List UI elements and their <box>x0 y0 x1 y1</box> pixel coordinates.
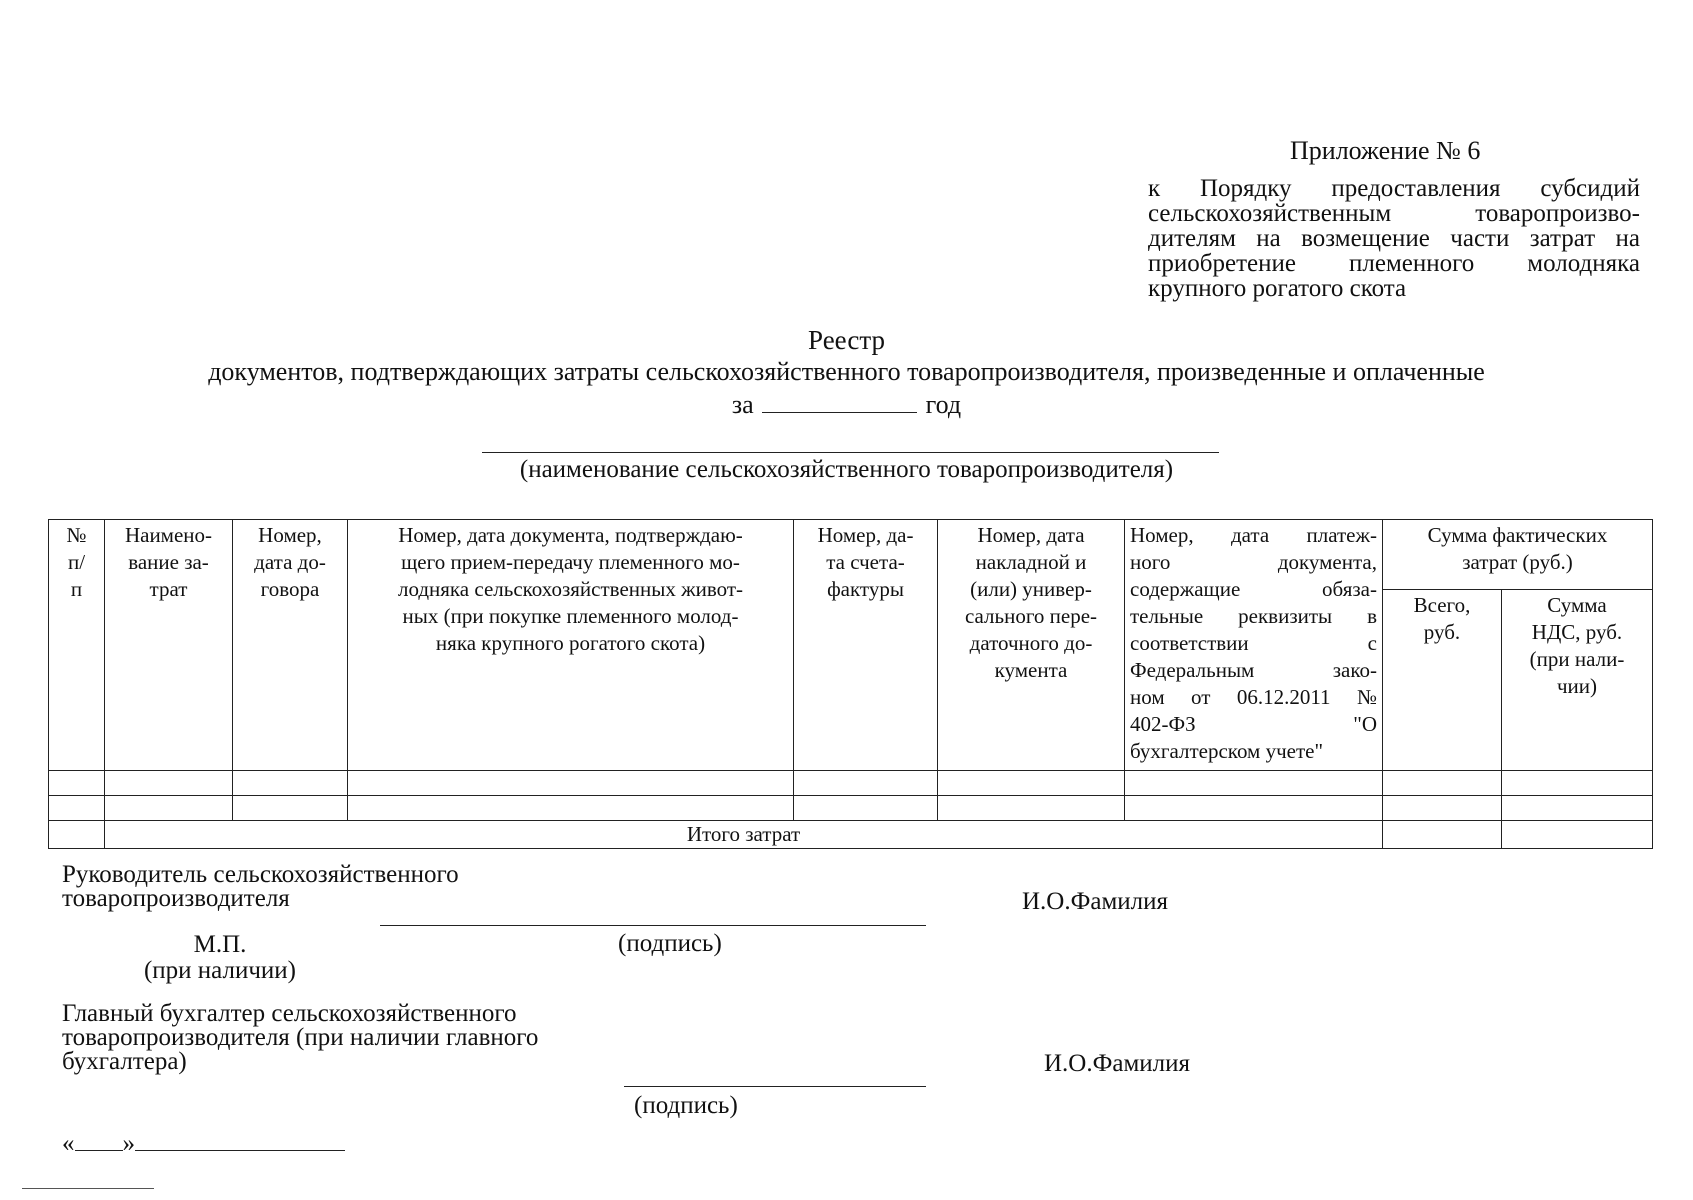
appendix-line: дителям на возмещение части затрат на <box>1148 225 1640 252</box>
head-fio: И.О.Фамилия <box>1022 888 1169 915</box>
date-field <box>62 1130 345 1158</box>
header-total-rub: Всего, руб. <box>1383 590 1502 771</box>
appendix-line: крупного рогатого скота <box>1148 275 1407 302</box>
header-actual-costs-group: Сумма фактических затрат (руб.) <box>1383 520 1653 590</box>
header-payment-document: Номер, дата платеж- ного документа, содержащие обяза- тельные реквизиты в соответствии с Федеральным зако- ном от 06.12.2011 № 402-ФЗ "О бухгалтерском учете" <box>1125 520 1383 771</box>
registry-subtitle: документов, подтверждающих затраты сельскохозяйственного товаропроизводителя, произведенные и оплаченные <box>208 357 1485 386</box>
table-row <box>49 796 1653 821</box>
date-month-year-blank[interactable] <box>135 1130 345 1151</box>
producer-name-blank[interactable] <box>482 452 1219 453</box>
head-signature-caption: (подпись) <box>618 930 722 957</box>
accountant-signature-line[interactable] <box>624 1086 926 1087</box>
registry-title: Реестр <box>808 325 885 355</box>
accountant-signature-caption: (подпись) <box>634 1092 738 1119</box>
year-blank[interactable] <box>762 390 917 413</box>
producer-name-caption: (наименование сельскохозяйственного товаропроизводителя) <box>519 456 1174 483</box>
head-signature-line[interactable] <box>380 925 926 926</box>
header-vat: Сумма НДС, руб. (при нали- чии) <box>1502 590 1653 771</box>
appendix-reference <box>1148 176 1640 301</box>
total-row <box>49 821 1653 849</box>
year-suffix: год <box>925 390 962 419</box>
appendix-line: сельскохозяйственным товаропроизво- <box>1148 200 1640 227</box>
date-close-quote: » <box>122 1130 135 1157</box>
footnote-divider <box>22 1188 154 1189</box>
header-expense-name: Наимено- вание за- трат <box>105 520 233 771</box>
registry-year-line <box>0 390 1693 420</box>
year-prefix: за <box>731 390 754 419</box>
date-day-blank[interactable] <box>75 1130 123 1151</box>
head-signatory-title: Руководитель сельскохозяйственного товаропроизводителя <box>62 861 459 912</box>
header-transfer-document: Номер, дата документа, подтверждаю- щего прием-передачу племенного мо- лодняка сельскохозяйственных живот- ных (при покупке племенного молод- няка крупного рогатого скота) <box>348 520 794 771</box>
header-invoice: Номер, да- та счета- фактуры <box>794 520 938 771</box>
accountant-fio: И.О.Фамилия <box>1044 1050 1191 1077</box>
date-open-quote: « <box>62 1130 75 1157</box>
header-row-number: № п/ п <box>49 520 105 771</box>
stamp-place: М.П. (при наличии) <box>143 931 297 984</box>
header-waybill: Номер, дата накладной и (или) универ- сального пере- даточного до- кумента <box>938 520 1125 771</box>
table-row <box>49 771 1653 796</box>
accountant-signatory-title: Главный бухгалтер сельскохозяйственного товаропроизводителя (при наличии главного бухгалтера) <box>62 1000 539 1075</box>
appendix-line: к Порядку предоставления субсидий <box>1148 175 1640 202</box>
header-contract: Номер, дата до- говора <box>233 520 348 771</box>
total-sum-cell[interactable] <box>1383 821 1502 849</box>
total-vat-cell[interactable] <box>1502 821 1653 849</box>
registry-table <box>48 519 1653 849</box>
appendix-title: Приложение № 6 <box>1290 136 1481 165</box>
appendix-line: приобретение племенного молодняка <box>1148 250 1640 277</box>
total-label: Итого затрат <box>105 821 1383 849</box>
